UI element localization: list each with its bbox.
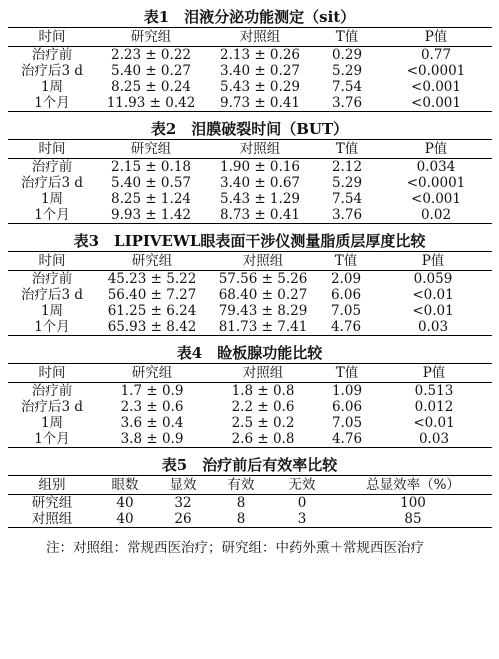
table-row	[8, 63, 492, 79]
cell-study-group: 5.40 ± 0.57	[110, 175, 191, 191]
cell-time: 1周	[40, 191, 64, 207]
table-4-caption: 表4 睑板腺功能比较	[176, 344, 323, 362]
cell-t-value: 5.29	[331, 175, 363, 191]
table-2	[8, 139, 492, 224]
cell-time: 治疗后3 d	[20, 63, 84, 79]
cell-control-group: 2.5 ± 0.2	[231, 415, 295, 431]
column-header-time: 时间	[38, 365, 66, 381]
table-row	[8, 287, 492, 303]
table-row	[8, 79, 492, 95]
cell-control-group: 2.13 ± 0.26	[219, 47, 300, 63]
cell-t-value: 4.76	[330, 319, 362, 335]
cell-t-value: 3.76	[331, 207, 363, 223]
cell-ineffective: 3	[297, 511, 307, 527]
cell-time: 1个月	[34, 95, 70, 111]
table-footnote: 注：对照组：常规西医治疗；研究组：中药外熏＋常规西医治疗	[46, 540, 424, 556]
table-2-caption: 表2 泪膜破裂时间（BUT）	[150, 120, 349, 138]
cell-t-value: 1.09	[331, 383, 363, 399]
cell-t-value: 7.54	[331, 191, 363, 207]
column-header-total-rate: 总显效率（%）	[366, 477, 460, 493]
table-header-row	[8, 252, 492, 271]
cell-p-value: 0.513	[414, 383, 454, 399]
cell-total-rate: 85	[404, 511, 422, 527]
cell-t-value: 0.29	[331, 47, 363, 63]
table-5	[8, 475, 492, 528]
cell-t-value: 7.05	[331, 415, 363, 431]
column-header-marked-effect: 显效	[169, 477, 197, 493]
table-row	[8, 431, 492, 448]
cell-effective: 8	[236, 495, 246, 511]
cell-p-value: 0.77	[420, 47, 452, 63]
cell-study-group: 5.40 ± 0.27	[110, 63, 191, 79]
cell-control-group: 2.6 ± 0.8	[231, 431, 295, 447]
table-header-row	[8, 476, 492, 495]
cell-study-group: 61.25 ± 6.24	[107, 303, 197, 319]
column-header-time: 时间	[38, 253, 66, 269]
cell-t-value: 2.09	[330, 271, 362, 287]
column-header-time: 时间	[38, 29, 66, 45]
cell-t-value: 6.06	[331, 399, 363, 415]
table-1	[8, 27, 492, 112]
cell-study-group: 3.6 ± 0.4	[120, 415, 184, 431]
table-row	[8, 95, 492, 112]
cell-time: 治疗后3 d	[20, 287, 84, 303]
cell-ineffective: 0	[297, 495, 307, 511]
table-5-caption: 表5 治疗前后有效率比较	[161, 456, 338, 474]
cell-t-value: 6.06	[330, 287, 362, 303]
cell-p-value: 0.03	[418, 431, 450, 447]
column-header-time: 时间	[38, 141, 66, 157]
cell-t-value: 4.76	[331, 431, 363, 447]
cell-time: 1个月	[34, 431, 70, 447]
table-3	[8, 251, 492, 336]
cell-study-group: 2.15 ± 0.18	[110, 159, 191, 175]
cell-study-group: 11.93 ± 0.42	[106, 95, 196, 111]
table-row	[8, 47, 492, 64]
table-row	[8, 271, 492, 288]
table-row	[8, 207, 492, 224]
cell-t-value: 2.12	[331, 159, 363, 175]
table-row	[8, 175, 492, 191]
column-header-ineffective: 无效	[288, 477, 316, 493]
table-3-caption: 表3 LIPIVEWL眼表面干涉仪测量脂质层厚度比较	[73, 232, 426, 250]
cell-study-group: 1.7 ± 0.9	[120, 383, 184, 399]
column-header-control-group: 对照组	[242, 253, 284, 269]
cell-control-group: 5.43 ± 1.29	[219, 191, 300, 207]
cell-group: 对照组	[31, 511, 73, 527]
cell-p-value: 0.03	[417, 319, 449, 335]
cell-effective: 8	[236, 511, 246, 527]
cell-t-value: 7.05	[330, 303, 362, 319]
cell-time: 1个月	[34, 207, 70, 223]
cell-control-group: 68.40 ± 0.27	[218, 287, 308, 303]
cell-time: 1周	[40, 303, 64, 319]
cell-time: 1周	[40, 79, 64, 95]
cell-p-value: <0.001	[411, 191, 461, 207]
cell-control-group: 3.40 ± 0.67	[219, 175, 300, 191]
column-header-t-value: T值	[335, 365, 359, 381]
table-1-caption: 表1 泪液分泌功能测定（sit）	[143, 8, 356, 26]
cell-p-value: <0.0001	[406, 63, 466, 79]
cell-p-value: 0.02	[420, 207, 452, 223]
cell-t-value: 3.76	[331, 95, 363, 111]
column-header-study-group: 研究组	[131, 253, 173, 269]
column-header-study-group: 研究组	[130, 141, 172, 157]
column-header-t-value: T值	[335, 29, 359, 45]
cell-control-group: 81.73 ± 7.41	[218, 319, 308, 335]
table-row	[8, 303, 492, 319]
cell-control-group: 1.8 ± 0.8	[231, 383, 295, 399]
cell-eye-count: 40	[116, 511, 134, 527]
cell-time: 治疗后3 d	[20, 175, 84, 191]
cell-control-group: 2.2 ± 0.6	[231, 399, 295, 415]
cell-time: 治疗后3 d	[20, 399, 84, 415]
column-header-p-value: P值	[424, 29, 448, 45]
cell-time: 1个月	[34, 319, 70, 335]
cell-p-value: 0.012	[414, 399, 454, 415]
cell-time: 治疗前	[31, 383, 73, 399]
cell-study-group: 3.8 ± 0.9	[120, 431, 184, 447]
cell-time: 治疗前	[31, 159, 73, 175]
cell-p-value: <0.01	[412, 287, 454, 303]
cell-control-group: 1.90 ± 0.16	[219, 159, 300, 175]
column-header-t-value: T值	[335, 141, 359, 157]
cell-group: 研究组	[31, 495, 73, 511]
cell-p-value: <0.01	[413, 415, 455, 431]
table-row	[8, 159, 492, 176]
table-header-row	[8, 28, 492, 47]
cell-time: 治疗前	[31, 47, 73, 63]
cell-study-group: 9.93 ± 1.42	[110, 207, 191, 223]
cell-p-value: <0.001	[411, 79, 461, 95]
column-header-effective: 有效	[227, 477, 255, 493]
table-row	[8, 191, 492, 207]
cell-p-value: 0.034	[416, 159, 456, 175]
cell-p-value: <0.001	[411, 95, 461, 111]
table-row	[8, 383, 492, 400]
table-header-row	[8, 364, 492, 383]
cell-control-group: 3.40 ± 0.27	[219, 63, 300, 79]
cell-time: 治疗前	[31, 271, 73, 287]
table-row	[8, 415, 492, 431]
cell-study-group: 2.3 ± 0.6	[120, 399, 184, 415]
cell-p-value: <0.01	[412, 303, 454, 319]
column-header-control-group: 对照组	[239, 141, 281, 157]
table-header-row	[8, 140, 492, 159]
table-row	[8, 319, 492, 336]
cell-control-group: 5.43 ± 0.29	[219, 79, 300, 95]
column-header-p-value: P值	[422, 365, 446, 381]
cell-t-value: 7.54	[331, 79, 363, 95]
cell-marked-effect: 32	[174, 495, 192, 511]
column-header-p-value: P值	[424, 141, 448, 157]
cell-study-group: 65.93 ± 8.42	[107, 319, 197, 335]
table-row	[8, 511, 492, 528]
cell-study-group: 56.40 ± 7.27	[107, 287, 197, 303]
cell-control-group: 8.73 ± 0.41	[219, 207, 300, 223]
cell-p-value: 0.059	[413, 271, 453, 287]
cell-control-group: 79.43 ± 8.29	[218, 303, 308, 319]
cell-p-value: <0.0001	[406, 175, 466, 191]
column-header-group: 组别	[38, 477, 66, 493]
cell-eye-count: 40	[116, 495, 134, 511]
column-header-study-group: 研究组	[130, 29, 172, 45]
cell-study-group: 45.23 ± 5.22	[107, 271, 197, 287]
cell-study-group: 8.25 ± 0.24	[110, 79, 191, 95]
cell-t-value: 5.29	[331, 63, 363, 79]
column-header-eye-count: 眼数	[111, 477, 139, 493]
cell-study-group: 2.23 ± 0.22	[110, 47, 191, 63]
cell-study-group: 8.25 ± 1.24	[110, 191, 191, 207]
tables-container	[0, 7, 499, 528]
column-header-study-group: 研究组	[131, 365, 173, 381]
table-4	[8, 363, 492, 448]
column-header-control-group: 对照组	[242, 365, 284, 381]
cell-total-rate: 100	[400, 495, 426, 511]
column-header-t-value: T值	[334, 253, 358, 269]
column-header-p-value: P值	[421, 253, 445, 269]
table-row	[8, 399, 492, 415]
table-row	[8, 495, 492, 512]
cell-marked-effect: 26	[174, 511, 192, 527]
cell-control-group: 57.56 ± 5.26	[218, 271, 308, 287]
document-page	[0, 7, 499, 659]
column-header-control-group: 对照组	[239, 29, 281, 45]
cell-control-group: 9.73 ± 0.41	[219, 95, 300, 111]
cell-time: 1周	[40, 415, 64, 431]
